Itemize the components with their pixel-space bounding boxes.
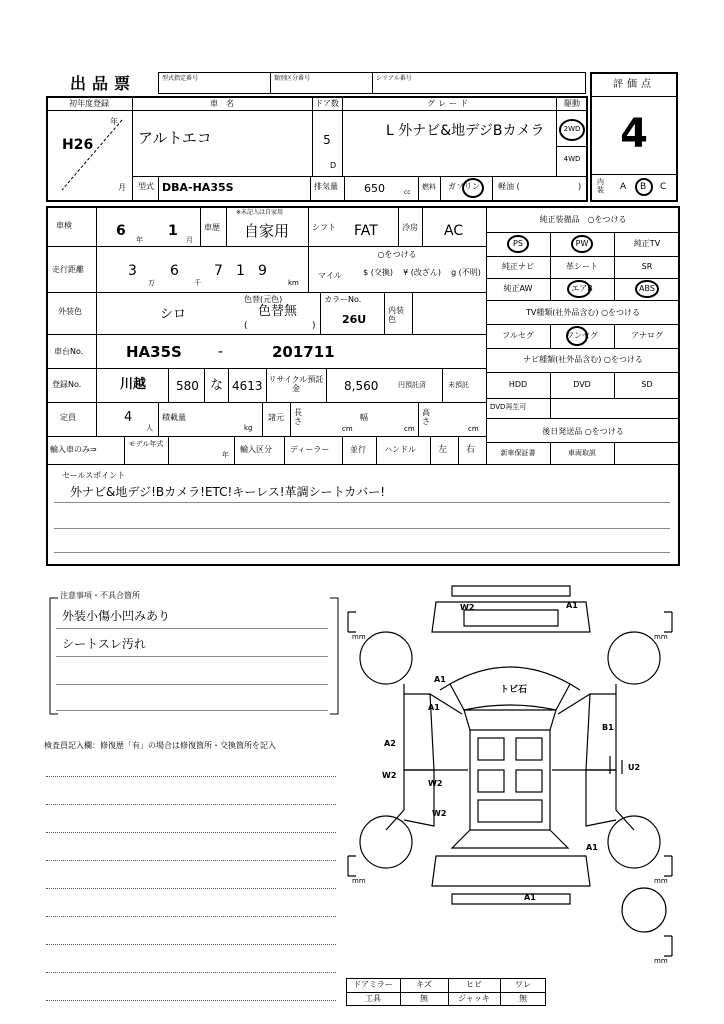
color-change-value: 色替無	[258, 304, 298, 319]
equip-pw: PW	[575, 239, 589, 248]
inspection-year-unit: 年	[136, 236, 143, 244]
model-value: DBA-HA35S	[162, 181, 234, 194]
shift-value: FAT	[354, 223, 378, 239]
color-change-open: (	[244, 321, 248, 331]
mileage-digit: 3	[128, 263, 137, 279]
mileage-altered: ¥ (改ざん)	[403, 268, 441, 277]
grade-value: L 外ナビ&地デジBカメラ	[386, 123, 545, 139]
drive-4wd: 4WD	[563, 155, 581, 163]
month-unit: 月	[118, 183, 126, 192]
mileage-exchanged: $ (交換)	[363, 268, 393, 277]
legend-cell: ヒビ	[466, 980, 482, 989]
doors-label: ドア数	[315, 99, 339, 108]
interior-c: C	[660, 182, 667, 192]
handle-label: ハンドル	[384, 445, 416, 454]
equip-abs-circle	[635, 280, 659, 298]
inspector-label: 検査員記入欄：修復歴「有」の場合は修復箇所・交換箇所を記入	[44, 741, 276, 750]
fuel-diesel: 軽油 (	[498, 182, 520, 191]
score-value: 4	[620, 111, 648, 157]
notes-label: 注意事項・不具合箇所	[60, 591, 140, 600]
damage-mark: W2	[460, 603, 475, 612]
mileage-digit: 7	[214, 263, 223, 279]
equip-pw-circle	[571, 235, 593, 253]
mm-label: mm	[654, 877, 668, 885]
cm-unit: cm	[468, 425, 479, 433]
interior-label: 内装	[597, 178, 604, 194]
capacity-unit: 人	[146, 424, 153, 432]
history-label: 車歴	[204, 223, 220, 232]
damage-mark: A2	[384, 739, 396, 748]
equip-abs: ABS	[639, 284, 655, 293]
doors-value: 5	[323, 133, 331, 147]
equip-leather: 革シート	[566, 262, 598, 271]
note-item: 外装小傷小凹みあり	[62, 609, 171, 623]
legend-cell: ドアミラー	[353, 980, 393, 989]
color-value: シロ	[160, 307, 187, 322]
kg-unit: kg	[244, 424, 253, 432]
navi-dvd: DVD	[573, 380, 591, 389]
tv-oneseg-circle	[566, 326, 588, 346]
reg-no-label: 登録No.	[52, 380, 82, 389]
import-label: 輸入車のみ⇒	[50, 445, 97, 454]
displacement-label: 排気量	[314, 182, 338, 191]
parallel-option: 並行	[350, 445, 366, 454]
serial-label: シリアル番号	[376, 75, 412, 82]
spec-label: 諸元	[268, 413, 284, 422]
doors-d: D	[330, 161, 337, 170]
ac-label: 冷房	[402, 223, 418, 232]
reg-class: 580	[176, 379, 199, 393]
damage-mark: A1	[566, 601, 578, 610]
legend-cell: 無	[420, 994, 428, 1003]
mileage-digit: 9	[258, 263, 267, 279]
reg-area: 川越	[120, 377, 147, 392]
recycle-value: 8,560	[344, 379, 379, 393]
reg-num: 4613	[232, 379, 263, 393]
equip-airbag: エアB	[571, 284, 593, 293]
color-no-label: カラーNo.	[324, 295, 362, 304]
color-change-close: )	[312, 321, 316, 331]
recycle-unpaid: 未預託	[448, 381, 469, 389]
recycle-label: リサイクル預託金	[268, 375, 324, 393]
car-damage-diagram	[340, 580, 680, 980]
ac-value: AC	[444, 223, 464, 239]
interior-color-label: 内装色	[388, 306, 404, 324]
tv-title: TV種類(社外品含む) ○をつける	[525, 308, 641, 317]
sen-unit: 千	[194, 279, 201, 287]
interior-a: A	[620, 182, 627, 192]
navi-title: ナビ種類(社外品含む) ○をつける	[523, 355, 643, 364]
first-reg-label: 初年度登録	[69, 99, 109, 108]
mileage-circle-note: ○をつける	[377, 250, 417, 259]
legend-cell: ワレ	[515, 980, 531, 989]
later-title: 後日発送品 ○をつける	[542, 427, 624, 436]
model-spec-label: 型式指定番号	[162, 75, 199, 82]
equip-ps-circle	[507, 235, 529, 253]
inspection-month-unit: 月	[186, 236, 193, 244]
damage-mark: W2	[432, 809, 447, 818]
inspection-month: 1	[168, 223, 178, 239]
damage-mark: W2	[428, 779, 443, 788]
inspection-label: 車検	[56, 221, 72, 230]
legend-cell: キズ	[416, 980, 432, 989]
history-value: 自家用	[244, 222, 290, 240]
height-label: 高さ	[422, 408, 430, 426]
year-unit: 年	[110, 117, 118, 126]
mile-label: マイル	[318, 271, 342, 280]
color-label: 外装色	[58, 307, 82, 316]
interior-b: B	[640, 182, 647, 192]
drive-2wd: 2WD	[563, 125, 581, 133]
tv-fullseg: フルセグ	[502, 331, 534, 340]
drive-2wd-circle	[559, 119, 585, 141]
damage-mark: W2	[382, 771, 397, 780]
model-year-label: モデル年式	[128, 440, 164, 448]
chassis-label: 車台No.	[54, 347, 84, 356]
man-unit: 万	[148, 279, 155, 287]
mileage-unknown: g (不明)	[451, 268, 481, 277]
damage-mark: A1	[586, 843, 598, 852]
damage-mark: A1	[428, 703, 440, 712]
mm-label: mm	[654, 957, 668, 965]
import-class-label: 輸入区分	[240, 445, 272, 454]
length-label: 長さ	[294, 408, 302, 426]
chassis-dash: -	[218, 344, 224, 360]
km-unit: km	[288, 279, 299, 287]
damage-mark: A1	[524, 893, 536, 902]
damage-mark: トビ石	[500, 685, 528, 695]
dvd-label: DVD再生可	[490, 403, 527, 411]
score-label: 評価点	[613, 79, 655, 90]
fuel-gasoline: ガソリン	[448, 182, 480, 191]
fuel-circle	[462, 178, 484, 198]
legend-cell: ジャッキ	[458, 994, 490, 1003]
damage-mark: U2	[628, 763, 641, 772]
reg-kana: な	[210, 378, 224, 393]
equip-sr: SR	[641, 262, 653, 271]
grade-label: グレード	[427, 99, 471, 108]
cm-unit: cm	[342, 425, 353, 433]
page-title: 出品票	[70, 74, 137, 93]
later-warranty: 新車保証書	[500, 449, 536, 457]
damage-mark: A1	[434, 675, 446, 684]
inspection-year: 6	[116, 223, 126, 239]
model-year-unit: 年	[222, 451, 229, 459]
later-manual: 車両取説	[568, 449, 596, 457]
equip-tv: 純正TV	[633, 239, 661, 248]
equip-airbag-circle	[567, 280, 591, 298]
first-reg-value: H26	[62, 137, 94, 153]
mileage-digit: 6	[170, 263, 179, 279]
capacity-label: 定員	[60, 413, 76, 422]
legend-cell: 無	[519, 994, 527, 1003]
equip-navi: 純正ナビ	[502, 262, 534, 271]
tv-oneseg: ワンセグ	[566, 331, 598, 340]
history-note: ※未記入は自家用	[236, 209, 284, 216]
note-item: シートスレ汚れ	[62, 637, 146, 651]
handle-right: 右	[466, 445, 476, 455]
legend-cell: 工具	[365, 994, 381, 1003]
navi-sd: SD	[641, 380, 653, 389]
mm-label: mm	[352, 877, 366, 885]
model-label: 型式	[138, 182, 154, 191]
car-name-label: 車 名	[210, 99, 234, 108]
navi-hdd: HDD	[508, 380, 528, 389]
diesel-close: )	[578, 182, 582, 191]
dealer-option: ディーラー	[290, 445, 330, 454]
fuel-label: 燃料	[422, 183, 436, 191]
interior-b-circle	[635, 178, 653, 196]
width-label: 幅	[360, 413, 368, 422]
handle-left: 左	[438, 445, 448, 455]
chassis-model: HA35S	[126, 343, 182, 361]
equip-aw: 純正AW	[503, 284, 533, 293]
car-name-value: アルトエコ	[138, 129, 212, 147]
recycle-unit: 円預託済	[398, 381, 426, 389]
capacity-value: 4	[124, 410, 133, 425]
category-label: 類別区分番号	[274, 75, 311, 82]
drive-label: 駆動	[564, 99, 580, 108]
sales-text: 外ナビ&地デジ!Bカメラ!ETC!キーレス!革調シートカバー!	[70, 485, 386, 499]
shift-label: シフト	[312, 223, 336, 232]
load-label: 積載量	[162, 413, 186, 422]
color-change-label: 色替(元色)	[244, 295, 283, 304]
cm-unit: cm	[404, 425, 415, 433]
mm-label: mm	[654, 633, 668, 641]
equipment-title: 純正装備品 ○をつける	[539, 215, 627, 224]
displacement-value: 650	[364, 182, 385, 195]
sales-label: セールスポイント	[62, 471, 126, 480]
tv-analog: アナログ	[631, 331, 663, 340]
damage-mark: B1	[602, 723, 614, 732]
mileage-label: 走行距離	[52, 265, 84, 274]
cc-unit: cc	[404, 189, 411, 196]
equip-ps: PS	[513, 239, 523, 248]
mileage-digit: 1	[236, 263, 245, 279]
chassis-no: 201711	[272, 343, 335, 361]
color-no-value: 26U	[342, 313, 367, 326]
mm-label: mm	[352, 633, 366, 641]
